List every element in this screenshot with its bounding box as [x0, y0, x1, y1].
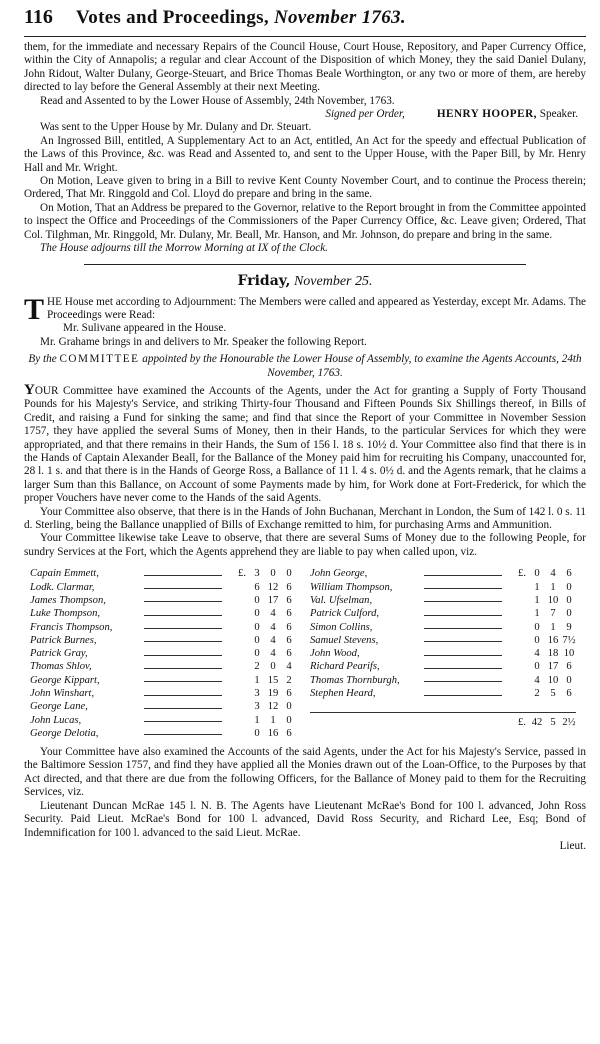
amount-pounds: 1 [254, 674, 260, 686]
amount-pence: 0 [566, 608, 572, 620]
report-paragraph-text: OUR Committee have examined the Accounts of the Agents, under the Act for granting a Supply of Forty Thousand Pounds for his Majesty's Service, and striking Thirty-four Thousand and Fifteen Pounds Six Shillings thereof, in Bills of Credit, and raising a Fund for sinking the same; and find that since the Report of your Committee in November Session 1757, they have applied the several Sums of Money, then in their Hands, to the particular Services for which they were appropriated, and that there remains in their Hands, the Sum of 156 l. 18 s. 10½ d. Your Committee also find that there is in the Hands of Captain Alexander Beall, for the Ballance of the Money paid him for recruiting his Company, unaccounted for, 28 l. 1 s. and that there is in the Hands of George Ross, a Ballance of 11 l. 4 s. 0½ d. and the Agents remark, that he claims a larger Sum than this Ballance, on Account of some Payments made by him, for Work done at Fort-Frederick, for which the proper Vouchers have never come to the Hands of the said Agents. [24, 384, 586, 505]
amount-shillings: 0 [270, 661, 276, 673]
signature-line [24, 108, 578, 121]
account-amount [526, 568, 576, 579]
amount-pounds: 3 [254, 568, 260, 580]
day-date: November 25. [293, 273, 373, 289]
amount-pounds: 0 [254, 648, 260, 660]
amount-shillings: 18 [547, 648, 559, 660]
account-row [310, 581, 576, 594]
leader-dash [424, 690, 502, 696]
leader-dash [144, 650, 222, 656]
amount-pence: 0 [566, 674, 572, 686]
amount-shillings: 5 [550, 688, 556, 700]
account-amount [526, 688, 576, 699]
leader-dash [424, 636, 502, 642]
speaker-role: Speaker. [539, 108, 578, 121]
amount-pence: 6 [286, 727, 292, 739]
leader-dash [144, 703, 222, 709]
assent-line: Read and Assented to by the Lower House of Assembly, 24th November, 1763. [40, 94, 395, 107]
account-row [310, 634, 576, 647]
account-amount [526, 635, 576, 646]
committee-prefix: By the [28, 353, 57, 366]
amount-pence: 6 [286, 648, 292, 660]
account-row [30, 713, 296, 726]
account-name: Patrick Gray, [30, 648, 88, 660]
leader-dash [424, 676, 502, 682]
amount-shillings: 16 [267, 727, 279, 739]
committee-heading [24, 353, 586, 380]
amount-shillings: 19 [267, 688, 279, 700]
amount-pence: 6 [566, 688, 572, 700]
section-divider [84, 264, 526, 265]
thursday-paragraph: On Motion, Leave given to bring in a Bill to revive Kent County November Court, and to continue the Process therein; Ordered, That Mr. Ringgold and Col. Lloyd do prepare and bring in the same. [24, 175, 586, 201]
amount-pence: 6 [286, 608, 292, 620]
amount-shillings: 1 [550, 621, 556, 633]
day-name: Friday, [237, 272, 291, 289]
account-amount [246, 715, 296, 726]
amount-shillings: 17 [547, 661, 559, 673]
amount-shillings: 1 [270, 714, 276, 726]
signed-label: Signed per Order, [325, 108, 405, 121]
account-amount [246, 568, 296, 579]
amount-pounds: 3 [254, 701, 260, 713]
amount-pounds: 2 [254, 661, 260, 673]
account-name: William Thompson, [310, 581, 393, 593]
leader-dash [144, 636, 222, 642]
amount-pounds: 3 [254, 688, 260, 700]
account-name: Richard Pearifs, [310, 661, 380, 673]
accounts-table [30, 567, 576, 740]
thursday-paragraph: Was sent to the Upper House by Mr. Dulany and Dr. Steuart. [40, 121, 312, 134]
account-amount [246, 688, 296, 699]
amount-pence: 0 [286, 701, 292, 713]
account-name: George Kippart, [30, 674, 100, 686]
amount-shillings: 12 [267, 701, 279, 713]
closing-paragraph: Your Committee have also examined the Accounts of the said Agents, under the Act for his Majesty's Service, passed in the Baltimore Session 1757, and find they have applied all the Monies drawn out of the Loan-Office, to the Purposes by that Act directed, and that there are due from the following Officers, for the Ballance of Money paid to them for the Recruiting Services, viz. [24, 746, 586, 799]
closing-paragraph: Lieutenant Duncan McRae 145 l. N. B. The Agents have Lieutenant McRae's Bond for 100 l. advanced, John Ross Security. Paid Lieut. McRae's Bond for 100 l. advanced, David Ross Security, and Richard Lee, Esq; Bond of Indemnification for 100 l. advanced to the said Lieut. McRae. [24, 799, 586, 839]
page-number: 116 [24, 6, 53, 28]
account-name: Lodk. Clarmar, [30, 581, 95, 593]
amount-pounds: 0 [534, 634, 540, 646]
account-amount [526, 648, 576, 659]
leader-dash [424, 583, 502, 589]
account-name: George Lane, [30, 701, 88, 713]
account-name: John Wood, [310, 648, 360, 660]
day-heading [24, 273, 586, 290]
account-name: Luke Thompson, [30, 608, 101, 620]
account-name: Patrick Culford, [310, 608, 380, 620]
account-row [310, 567, 576, 580]
account-amount [246, 635, 296, 646]
account-amount [526, 608, 576, 619]
account-row [30, 687, 296, 700]
account-name: George Delotia, [30, 727, 99, 739]
amount-shillings: 16 [547, 634, 559, 646]
amount-pence: 6 [286, 594, 292, 606]
total-shillings: 5 [550, 717, 556, 729]
account-amount [246, 661, 296, 672]
account-amount [246, 608, 296, 619]
thursday-paragraph: On Motion, That an Address be prepared to the Governor, relative to the Report brought in from the Committee appointed to inspect the Office and Proceedings of the Commissioners of the Paper Currency Office, &c. Leave given; Ordered, That Col. Tilghman, Mr. Ringgold, Mr. Dulany, Mr. Beall, Mr. Hanson, and Mr. Johnson, do prepare and bring in the same. [24, 201, 586, 241]
leader-dash [144, 716, 222, 722]
amount-shillings: 15 [267, 674, 279, 686]
amount-pence: 6 [566, 661, 572, 673]
leader-dash [424, 650, 502, 656]
account-name: Patrick Burnes, [30, 634, 97, 646]
amount-pounds: 1 [534, 594, 540, 606]
leader-dash [144, 690, 222, 696]
leader-dash [424, 663, 502, 669]
amount-pounds: 0 [254, 727, 260, 739]
account-name: John George, [310, 568, 368, 580]
leader-dash [144, 676, 222, 682]
amount-pence: 2 [286, 674, 292, 686]
friday-opening-text: HE House met according to Adjournment: The Members were called and appeared as Yesterday, except Mr. Adams. The Proceedings were Read: [47, 295, 586, 321]
report-paragraph: Your Committee likewise take Leave to observe, that there are several Sums of Money due to the following People, for sundry Services at the Fort, which the Agents apprehend they are liable to pay when called upon, viz. [24, 532, 586, 558]
accounts-total-row [310, 712, 576, 729]
account-name: Thomas Thornburgh, [310, 674, 400, 686]
account-row [30, 634, 296, 647]
leader-dash [424, 623, 502, 629]
account-amount [246, 622, 296, 633]
speaker-name: HENRY HOOPER, [436, 108, 537, 121]
friday-line: Mr. Grahame brings in and delivers to Mr. Speaker the following Report. [40, 335, 367, 348]
account-row [310, 647, 576, 660]
accounts-right-column [310, 567, 576, 740]
amount-shillings: 12 [267, 581, 279, 593]
amount-shillings: 4 [270, 608, 276, 620]
account-amount [246, 675, 296, 686]
leader-dash [144, 623, 222, 629]
intro-paragraph: them, for the immediate and necessary Repairs of the Council House, Court House, Repository, and Paper Currency Office, within the City of Annapolis; a regular and clear Account of the Disposition of which Money, they the said Daniel Dulany, John Ridout, Walter Dulany, George-Steuart, and Brice Thomas Beale Worthington, or any two or more of them, are hereby directed to lay before the General Assembly at their next Meeting. [24, 41, 586, 94]
amount-shillings: 4 [270, 648, 276, 660]
amount-pounds: 1 [534, 581, 540, 593]
thursday-paragraph: An Ingrossed Bill, entitled, A Supplementary Act to an Act, entitled, An Act for the speedy and effectual Publication of the Laws of this Province, &c. was Read and Assented to, and sent to the Upper House, with the Paper Bill, by Mr. Henry Hall and Mr. Wright. [24, 134, 586, 174]
leader-dash [424, 610, 502, 616]
drop-cap: T [24, 292, 45, 326]
amount-pounds: 0 [254, 621, 260, 633]
accounts-left-column [30, 567, 296, 740]
amount-shillings: 4 [270, 621, 276, 633]
amount-pounds: 4 [534, 648, 540, 660]
amount-pence: 0 [566, 581, 572, 593]
amount-pounds: 0 [534, 568, 540, 580]
total-pounds: 42 [531, 717, 543, 729]
account-row [30, 700, 296, 713]
running-title [76, 7, 586, 29]
account-amount [526, 622, 576, 633]
amount-pounds: 1 [254, 714, 260, 726]
total-amount [526, 717, 576, 728]
account-amount [246, 728, 296, 739]
account-row [30, 660, 296, 673]
leader-dash [144, 663, 222, 669]
account-name: Capain Emmett, [30, 568, 99, 580]
running-title-text: Votes and Proceedings, [76, 7, 269, 28]
amount-pence: 0 [566, 594, 572, 606]
amount-shillings: 4 [550, 568, 556, 580]
amount-shillings: 4 [270, 634, 276, 646]
amount-pence: 6 [286, 621, 292, 633]
report-dropcap: Y [24, 381, 35, 398]
account-amount [246, 595, 296, 606]
leader-dash [144, 610, 222, 616]
account-row [310, 674, 576, 687]
amount-shillings: 1 [550, 581, 556, 593]
account-amount [526, 675, 576, 686]
account-row [30, 647, 296, 660]
account-row [30, 620, 296, 633]
currency-symbol: £. [238, 568, 246, 580]
amount-pence: 6 [286, 688, 292, 700]
amount-shillings: 7 [550, 608, 556, 620]
leader-dash [144, 596, 222, 602]
amount-pence: 0 [286, 568, 292, 580]
leader-dash [424, 570, 502, 576]
amount-pounds: 6 [254, 581, 260, 593]
amount-shillings: 10 [547, 674, 559, 686]
amount-pounds: 4 [534, 674, 540, 686]
account-name: John Winshart, [30, 688, 95, 700]
account-name: John Lucas, [30, 714, 82, 726]
amount-pounds: 1 [534, 608, 540, 620]
account-row [30, 581, 296, 594]
friday-line: Mr. Sulivane appeared in the House. [63, 322, 227, 335]
leader-dash [144, 583, 222, 589]
account-row [30, 607, 296, 620]
account-amount [526, 582, 576, 593]
amount-pounds: 0 [254, 634, 260, 646]
account-amount [246, 582, 296, 593]
account-name: James Thompson, [30, 594, 106, 606]
leader-dash [144, 729, 222, 735]
amount-pence: 4 [286, 661, 292, 673]
account-name: Val. Ufselman, [310, 594, 373, 606]
catchword: Lieut. [559, 839, 586, 852]
amount-shillings: 10 [547, 594, 559, 606]
amount-pence: 0 [286, 714, 292, 726]
amount-pence: 6 [566, 568, 572, 580]
report-paragraph [24, 381, 586, 506]
amount-pence: 6 [286, 634, 292, 646]
account-name: Stephen Heard, [310, 688, 376, 700]
amount-pounds: 0 [254, 594, 260, 606]
leader-dash [424, 596, 502, 602]
account-name: Francis Thompson, [30, 621, 113, 633]
total-pence: 2½ [562, 717, 576, 729]
committee-caps: COMMITTEE [59, 353, 140, 366]
report-paragraph: Your Committee also observe, that there is in the Hands of John Buchanan, Merchant in London, the Sum of 142 l. 0 s. 11 d. Sterling, being the Ballance unapplied of Bills of Exchange remitted to him, for purchasing Arms and Ammunition. [24, 505, 586, 531]
adjournment-line: The House adjourns till the Morrow Morning at IX of the Clock. [40, 242, 328, 255]
leader-dash [144, 570, 222, 576]
account-name: Simon Collins, [310, 621, 373, 633]
account-row [30, 727, 296, 740]
account-row [310, 607, 576, 620]
account-name: Thomas Shlov, [30, 661, 92, 673]
amount-pence: 10 [563, 648, 575, 660]
friday-opening [24, 292, 586, 326]
account-amount [246, 701, 296, 712]
amount-pounds: 2 [534, 688, 540, 700]
account-row [310, 620, 576, 633]
amount-shillings: 0 [270, 568, 276, 580]
amount-pounds: 0 [534, 621, 540, 633]
amount-shillings: 17 [267, 594, 279, 606]
account-row [310, 687, 576, 700]
account-amount [246, 648, 296, 659]
amount-pence: 7½ [562, 634, 576, 646]
account-name: Samuel Stevens, [310, 634, 379, 646]
account-amount [526, 661, 576, 672]
currency-symbol: £. [518, 568, 526, 580]
amount-pounds: 0 [254, 608, 260, 620]
account-row [30, 674, 296, 687]
account-row [30, 594, 296, 607]
page-header [24, 6, 586, 37]
amount-pence: 6 [286, 581, 292, 593]
amount-pounds: 0 [534, 661, 540, 673]
account-row [310, 594, 576, 607]
committee-rest: appointed by the Honourable the Lower House of Assembly, to examine the Agents Accounts, 24th November, 1763. [142, 353, 582, 379]
currency-symbol: £. [518, 717, 526, 729]
amount-pence: 9 [566, 621, 572, 633]
running-title-date: November 1763. [273, 7, 406, 28]
account-amount [526, 595, 576, 606]
account-row [310, 660, 576, 673]
account-row [30, 567, 296, 580]
